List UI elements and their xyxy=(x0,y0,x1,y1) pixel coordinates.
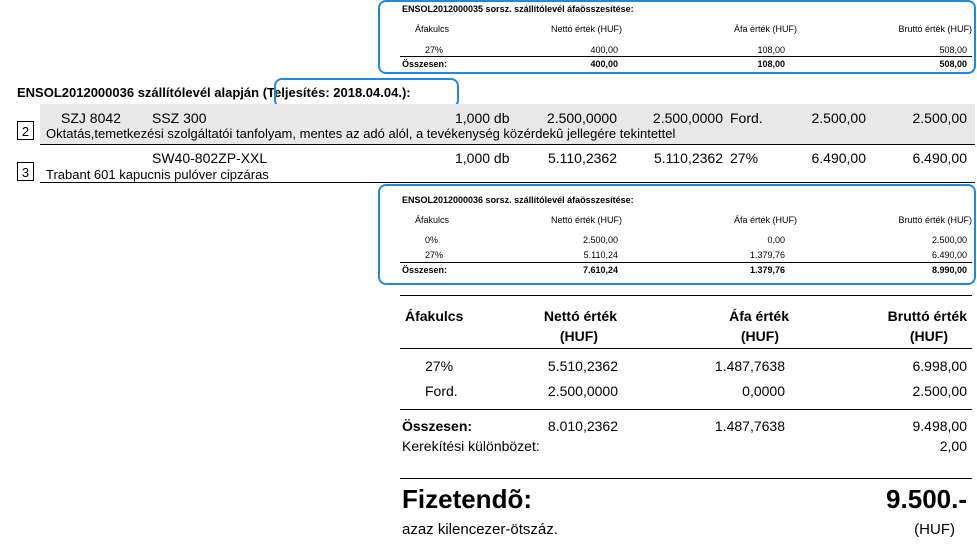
item-code-secondary: SSZ 300 xyxy=(152,110,207,126)
delivery-note-heading-prefix: ENSOL2012000036 szállítólevél alapján xyxy=(17,85,263,100)
item-number-box: 3 xyxy=(17,162,34,181)
summary-header-vat: Áfa érték xyxy=(729,308,789,324)
summary-header-gross: Bruttó érték xyxy=(887,308,967,324)
item-net-value: 2.500,0000 xyxy=(652,110,723,126)
vat-summary-2-total-label: Összesen: xyxy=(402,265,448,275)
vat-summary-1-total-gross: 508,00 xyxy=(939,59,967,69)
rounding-label: Kerekítési különbözet: xyxy=(402,438,540,454)
summary-row-rate: 27% xyxy=(425,358,454,374)
summary-row-rate: Ford. xyxy=(425,383,458,399)
item-net-value: 5.110,2362 xyxy=(653,150,723,166)
item-description: Oktatás,temetkezési szolgáltatói tanfolyam, mentes az adó alól, a tevékenység közérdekû jellegére tekintettel xyxy=(46,126,676,141)
payable-divider xyxy=(400,478,972,479)
summary-top-divider xyxy=(400,295,972,296)
vat-summary-1-total-net: 400,00 xyxy=(590,59,618,69)
vat-summary-2-row-gross: 6.490,00 xyxy=(931,250,967,260)
rounding-value: 2,00 xyxy=(939,438,967,454)
summary-row-vat: 1.487,7638 xyxy=(714,358,785,374)
item-code-secondary: SW40-802ZP-XXL xyxy=(152,150,268,166)
summary-row-gross: 2.500,00 xyxy=(912,383,967,399)
vat-summary-2-total-divider xyxy=(400,262,972,263)
vat-summary-1-header-gross: Bruttó érték (HUF) xyxy=(898,24,972,34)
payable-label: Fizetendõ: xyxy=(402,484,532,514)
item-divider xyxy=(40,182,975,183)
item-gross-total: 2.500,00 xyxy=(912,110,967,126)
vat-summary-2-title: ENSOL2012000036 sorsz. szállítólevél áfaösszesítése: xyxy=(402,195,634,205)
summary-header-net: Nettó érték xyxy=(543,308,617,324)
summary-row-vat: 0,0000 xyxy=(742,383,785,399)
summary-header-rate: Áfakulcs xyxy=(405,308,464,324)
summary-row-net: 5.510,2362 xyxy=(547,358,618,374)
item-unit-price: 5.110,2362 xyxy=(547,150,617,166)
summary-header-gross-unit: (HUF) xyxy=(909,328,948,344)
vat-summary-1-row-rate: 27% xyxy=(425,45,444,55)
vat-summary-2-row-vat: 1.379,76 xyxy=(749,250,785,260)
summary-row-net: 2.500,0000 xyxy=(547,383,618,399)
vat-summary-1-header-vat: Áfa érték (HUF) xyxy=(733,24,797,34)
item-unit-price: 2.500,0000 xyxy=(546,110,617,126)
vat-summary-1-header-rate: Áfakulcs xyxy=(415,24,450,34)
vat-summary-1-row-gross: 508,00 xyxy=(939,45,967,55)
payable-amount: 9.500.- xyxy=(886,484,967,514)
summary-header-net-unit: (HUF) xyxy=(559,328,598,344)
item-quantity: 1,000 db xyxy=(455,150,510,166)
payable-currency: (HUF) xyxy=(914,521,955,538)
vat-summary-2-row-vat: 0,00 xyxy=(767,235,785,245)
item-description: Trabant 601 kapucnis pulóver cipzáras xyxy=(46,167,269,182)
vat-summary-1-row-net: 400,00 xyxy=(590,45,618,55)
vat-summary-2-total-net: 7.610,24 xyxy=(582,265,618,275)
vat-summary-1-total-label: Összesen: xyxy=(402,59,448,69)
vat-summary-2-row-rate: 27% xyxy=(425,250,444,260)
vat-summary-2-row-rate: 0% xyxy=(425,235,439,245)
item-gross-unit: 6.490,00 xyxy=(811,150,866,166)
vat-summary-1-title: ENSOL2012000035 sorsz. szállítólevél áfaösszesítése: xyxy=(402,4,634,14)
item-vat-rate: 27% xyxy=(730,150,759,166)
vat-summary-1-row-vat: 108,00 xyxy=(757,45,785,55)
summary-total-label: Összesen: xyxy=(402,418,473,434)
item-code-primary: SZJ 8042 xyxy=(61,110,121,126)
vat-summary-2-row-net: 2.500,00 xyxy=(582,235,618,245)
vat-summary-2-row-gross: 2.500,00 xyxy=(931,235,967,245)
delivery-note-heading-date: (Teljesítés: 2018.04.04.): xyxy=(262,85,411,100)
vat-summary-1-total-vat: 108,00 xyxy=(757,59,785,69)
vat-summary-1-header-net: Nettó érték (HUF) xyxy=(550,24,622,34)
payable-in-words: azaz kilencezer-ötszáz. xyxy=(402,521,558,538)
summary-header-vat-unit: (HUF) xyxy=(740,328,779,344)
summary-header-divider xyxy=(400,348,972,349)
summary-total-net: 8.010,2362 xyxy=(547,418,618,434)
vat-summary-2-header-vat: Áfa érték (HUF) xyxy=(733,215,797,225)
item-quantity: 1,000 db xyxy=(455,110,510,126)
vat-summary-2-total-vat: 1.379,76 xyxy=(749,265,785,275)
item-gross-total: 6.490,00 xyxy=(912,150,967,166)
summary-total-vat: 1.487,7638 xyxy=(714,418,785,434)
item-vat-rate: Ford. xyxy=(730,110,763,126)
vat-summary-2-row-net: 5.110,24 xyxy=(583,250,618,260)
summary-total-gross: 9.498,00 xyxy=(912,418,967,434)
item-gross-unit: 2.500,00 xyxy=(811,110,866,126)
summary-total-divider xyxy=(400,409,972,410)
vat-summary-2-header-gross: Bruttó érték (HUF) xyxy=(898,215,972,225)
item-divider xyxy=(40,144,975,145)
vat-summary-2-header-rate: Áfakulcs xyxy=(415,215,450,225)
vat-summary-2-header-net: Nettó érték (HUF) xyxy=(550,215,622,225)
vat-summary-1-total-divider xyxy=(400,56,972,57)
summary-row-gross: 6.998,00 xyxy=(912,358,967,374)
item-number-box: 2 xyxy=(17,121,34,140)
vat-summary-2-total-gross: 8.990,00 xyxy=(931,265,967,275)
